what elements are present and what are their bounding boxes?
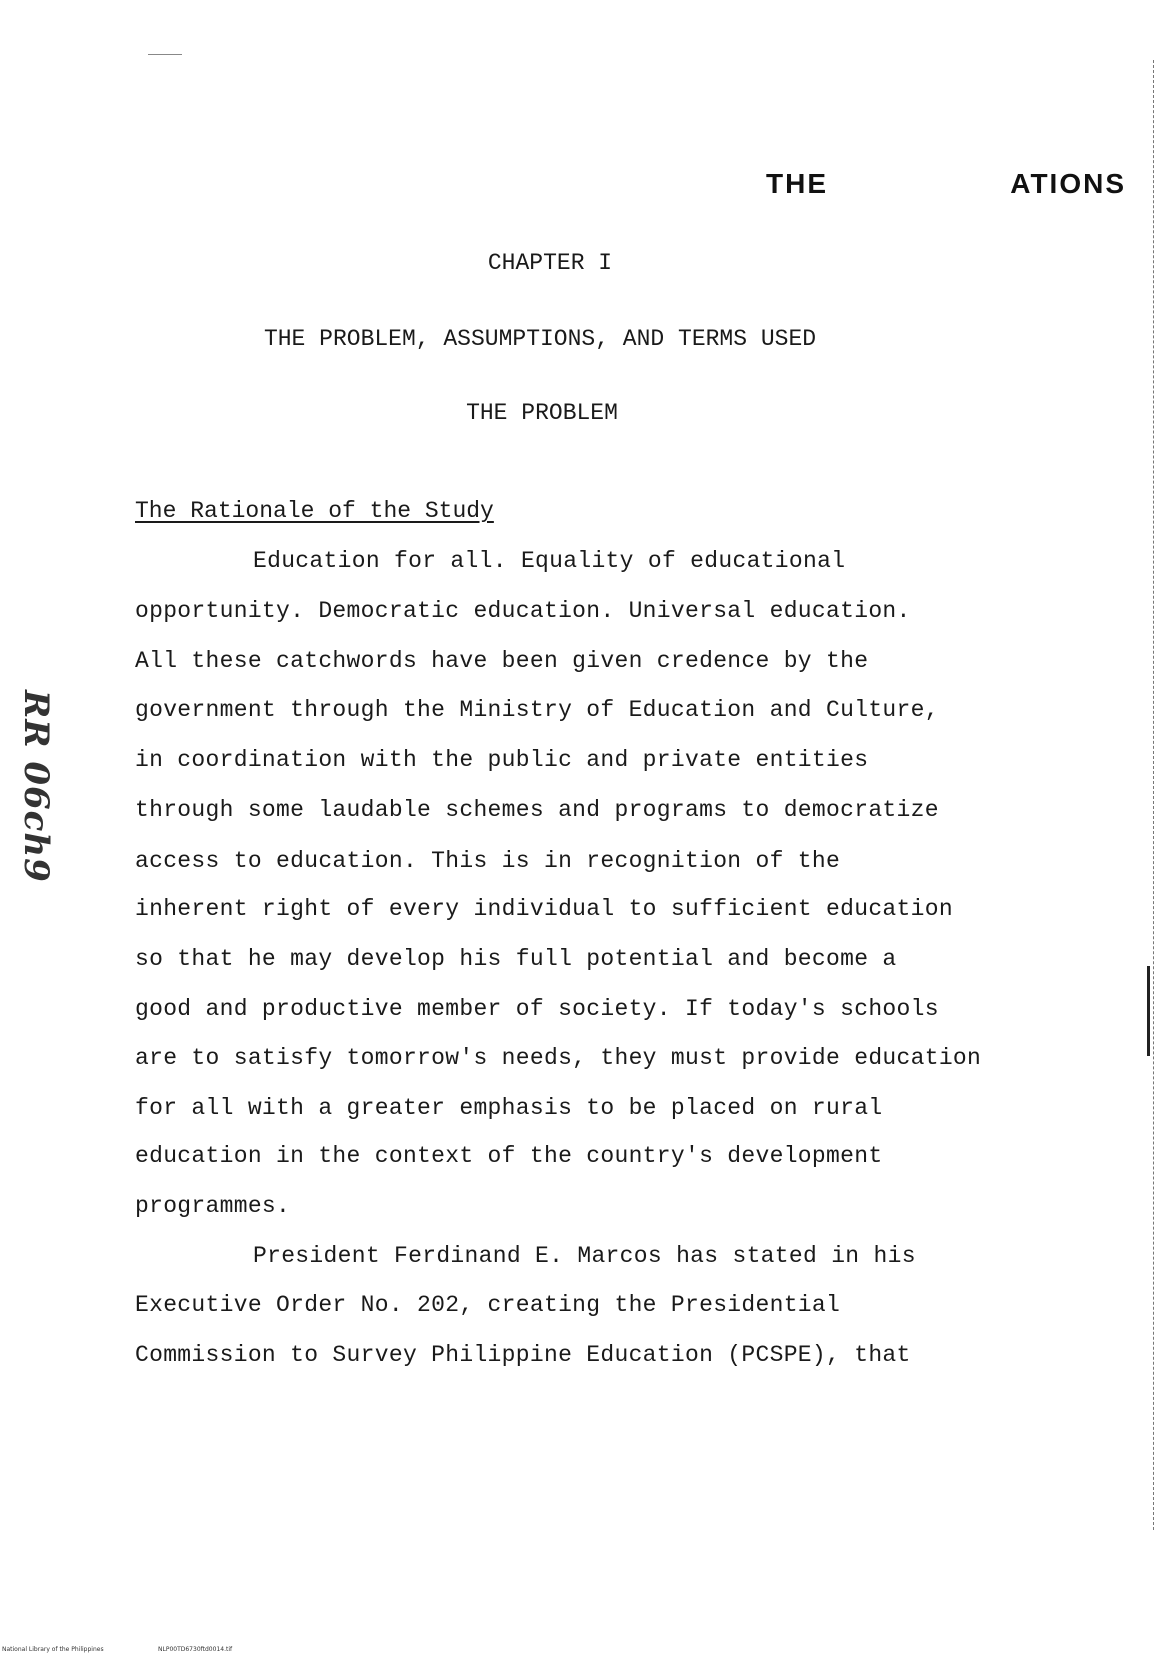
body-line: opportunity. Democratic education. Universal education. [135, 598, 911, 624]
body-line: in coordination with the public and private entities [135, 747, 869, 773]
chapter-heading: CHAPTER I [487, 250, 613, 276]
body-line: President Ferdinand E. Marcos has stated in his [253, 1243, 916, 1269]
handwritten-margin-note: RR 06ch9 [16, 690, 56, 883]
body-line: programmes. [135, 1193, 291, 1219]
scan-right-edge [1153, 60, 1154, 1530]
body-line: inherent right of every individual to sufficient education [135, 896, 953, 922]
body-line: through some laudable schemes and programs to democratize [135, 797, 939, 823]
body-line: so that he may develop his full potential and become a [135, 946, 897, 972]
scan-corner-mark [148, 54, 182, 55]
body-line: education in the context of the country's development [135, 1143, 883, 1169]
body-line: Education for all. Equality of educational [253, 548, 846, 574]
header-stamp [766, 168, 1126, 200]
body-line: Commission to Survey Philippine Education (PCSPE), that [135, 1342, 911, 1368]
body-line: good and productive member of society. If today's schools [135, 996, 939, 1022]
body-line: Executive Order No. 202, creating the Presidential [135, 1292, 841, 1318]
chapter-title: THE PROBLEM, ASSUMPTIONS, AND TERMS USED [263, 326, 817, 352]
body-line: All these catchwords have been given credence by the [135, 648, 869, 674]
footer-filename: NLP00TD6730ftd0014.tif [158, 1646, 233, 1653]
stamp-right-text: ATIONS [1010, 168, 1126, 199]
footer-library: National Library of the Philippines [2, 1646, 104, 1653]
stamp-left-text: THE [766, 168, 828, 199]
body-line: are to satisfy tomorrow's needs, they must provide education [135, 1045, 982, 1071]
subsection-heading: The Rationale of the Study [135, 498, 494, 524]
body-line: for all with a greater emphasis to be placed on rural [135, 1095, 883, 1121]
body-line: access to education. This is in recognition of the [135, 848, 841, 874]
section-heading: THE PROBLEM [466, 400, 618, 426]
body-line: government through the Ministry of Education and Culture, [135, 697, 939, 723]
scan-edge-mark [1147, 966, 1150, 1056]
